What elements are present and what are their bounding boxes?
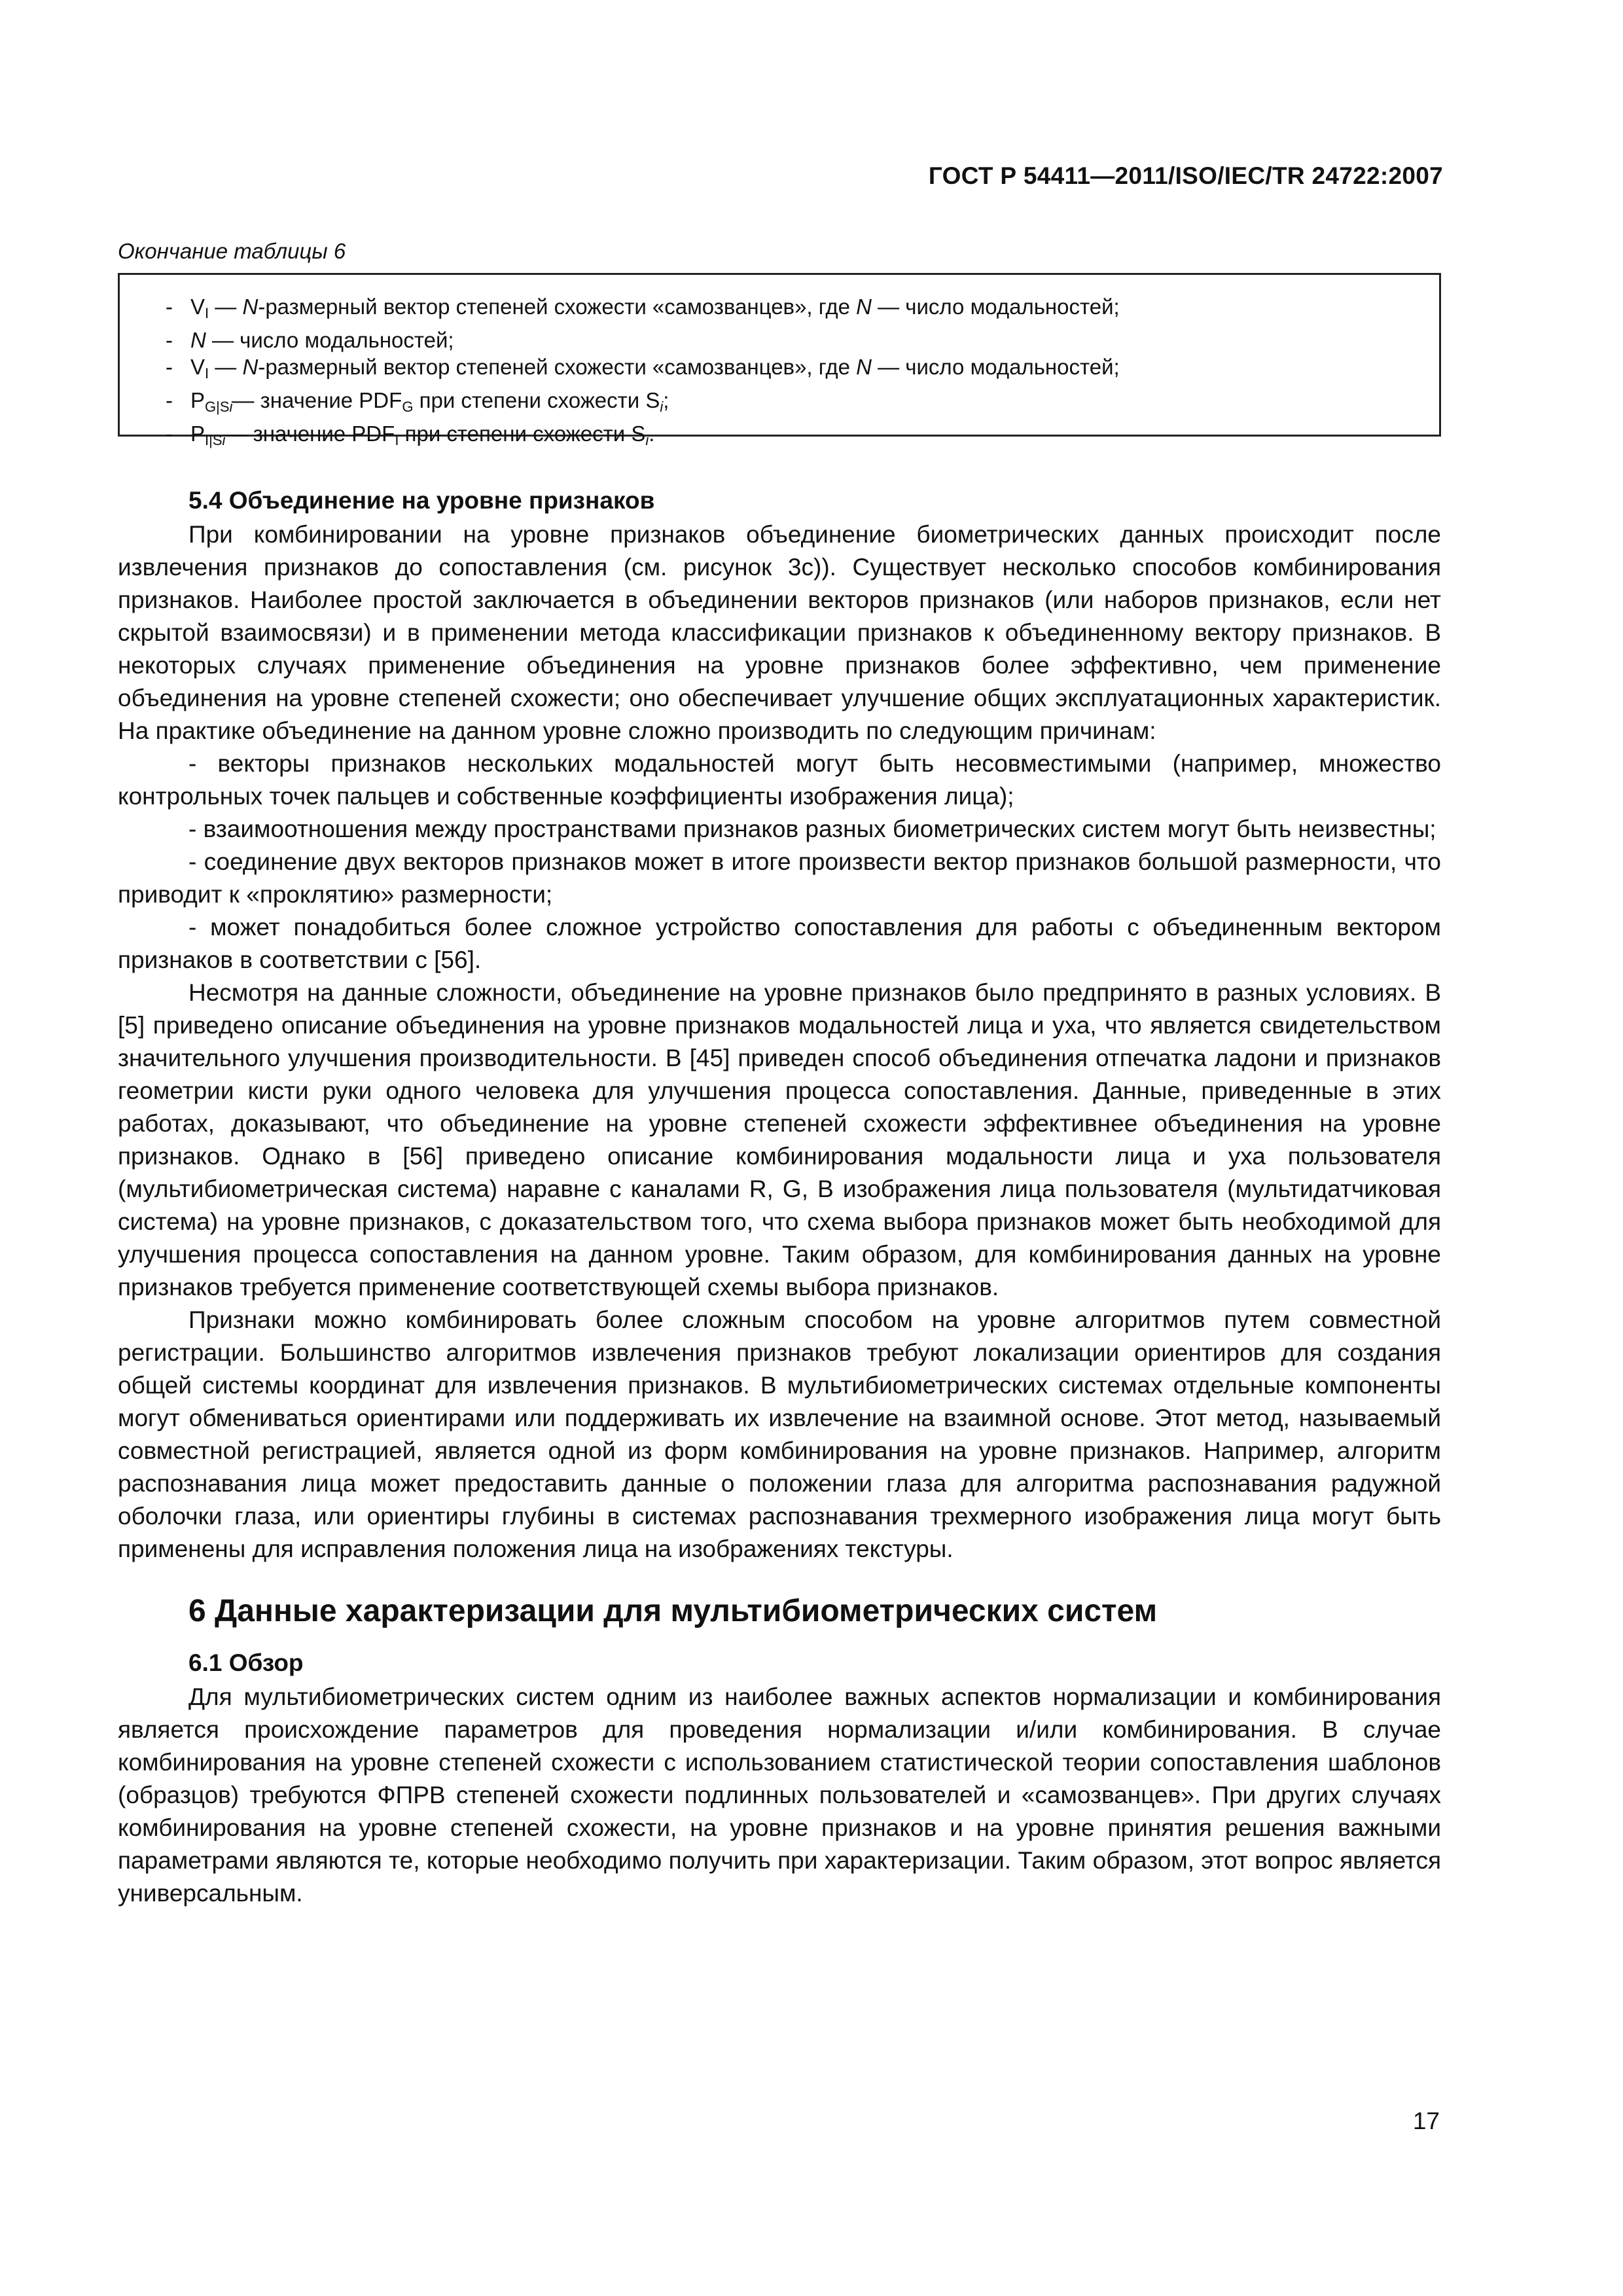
table-caption: Окончание таблицы 6 (118, 239, 346, 263)
paragraph: При комбинировании на уровне признаков объединение биометрических данных происходит после извлечения признаков до сопоставления (см. рисунок 3с)). Существует несколько способов комбинирования признаков. Наиболее простой заключается в объединении векторов признаков (или наборов признаков, если нет скрытой взаимосвязи) и в применении метода классификации признаков к объединенному вектору признаков. В некоторых случаях применение объединения на уровне признаков более эффективно, чем применение объединения на уровне степеней схожести; оно обеспечивает улучшение общих эксплуатационных характеристик. На практике объединение на данном уровне сложно производить по следующим причинам: (118, 521, 1441, 744)
page-number: 17 (1412, 2108, 1440, 2134)
section-6-heading: 6 Данные характеризации для мультибиометрических систем (188, 1594, 1158, 1628)
table-line: - N — число модальностей; (166, 328, 454, 352)
main-content (118, 484, 1441, 1910)
section-5-4-heading: 5.4 Объединение на уровне признаков (188, 487, 655, 514)
paragraph: Несмотря на данные сложности, объединение на уровне признаков было предпринято в разных условиях. В [5] приведено описание объединения на уровне признаков модальностей лица и уха, что является свидетельством значительного улучшения производительности. В [45] приведен способ объединения отпечатка ладони и признаков геометрии кисти руки одного человека для улучшения процесса сопоставления. Данные, приведенные в этих работах, доказывают, что объединение на уровне степеней схожести эффективнее объединения на уровне признаков. Однако в [56] приведено описание комбинирования модальности лица и уха пользователя (мультибиометрическая система) наравне с каналами R, G, B изображения лица пользователя (мультидатчиковая система) на уровне признаков, с доказательством того, что схема выбора признаков может быть необходимой для улучшения процесса сопоставления на данном уровне. Таким образом, для комбинирования данных на уровне признаков требуется применение соответствующей схемы выбора признаков. (118, 979, 1441, 1300)
paragraph: Для мультибиометрических систем одним из наиболее важных аспектов нормализации и комбинирования является происхождение параметров для проведения нормализации и/или комбинирования. В случае комбинирования на уровне степеней схожести с использованием статистической теории сопоставления шаблонов (образцов) требуются ФПРВ степеней схожести подлинных пользователей и «самозванцев». При других случаях комбинирования на уровне степеней схожести, на уровне признаков и на уровне принятия решения важными параметрами являются те, которые необходимо получить при характеризации. Таким образом, этот вопрос является универсальным. (118, 1683, 1441, 1907)
table-line: - $P_{G|Si}—$ значение $PDF_G$ при степени схожести $S_i$; (166, 388, 669, 415)
table-line: - $P_{I|Si}—$ значение $PDF_I$ при степени схожести $S_i$. (166, 422, 655, 448)
bullet-item: - может понадобиться более сложное устройство сопоставления для работы с объединенным вектором признаков в соответствии с [56]. (118, 914, 1441, 973)
bullet-item: - соединение двух векторов признаков может в итоге произвести вектор признаков большой размерности, что приводит к «проклятию» размерности; (118, 848, 1441, 908)
table-line: - $V_I$ — N-размерный вектор степеней схожести «самозванцев», где N — число модальностей; (166, 295, 1120, 321)
bullet-item: - векторы признаков нескольких модальностей могут быть несовместимыми (например, множество контрольных точек пальцев и собственные коэффициенты изображения лица); (118, 750, 1441, 810)
standard-header: ГОСТ Р 54411—2011/ISO/IEC/TR 24722:2007 (928, 162, 1443, 189)
bullet-item: - взаимоотношения между пространствами признаков разных биометрических систем могут быть неизвестны; (188, 816, 1436, 842)
table-line: - $V_I$ — N-размерный вектор степеней схожести «самозванцев», где N — число модальностей; (166, 355, 1120, 382)
paragraph: Признаки можно комбинировать более сложным способом на уровне алгоритмов путем совместной регистрации. Большинство алгоритмов извлечения признаков требуют локализации ориентиров для создания общей системы координат для извлечения признаков. В мультибиометрических системах отдельные компоненты могут обмениваться ориентирами или поддерживать их извлечение на взаимной основе. Этот метод, называемый совместной регистрацией, является одной из форм комбинирования на уровне признаков. Например, алгоритм распознавания лица может предоставить данные о положении глаза для алгоритма распознавания радужной оболочки глаза, или ориентиры глубины в системах распознавания трехмерного изображения лица могут быть применены для исправления положения лица на изображениях текстуры. (118, 1306, 1441, 1562)
table-6-continuation (118, 273, 1441, 448)
section-6-1-heading: 6.1 Обзор (188, 1649, 304, 1676)
